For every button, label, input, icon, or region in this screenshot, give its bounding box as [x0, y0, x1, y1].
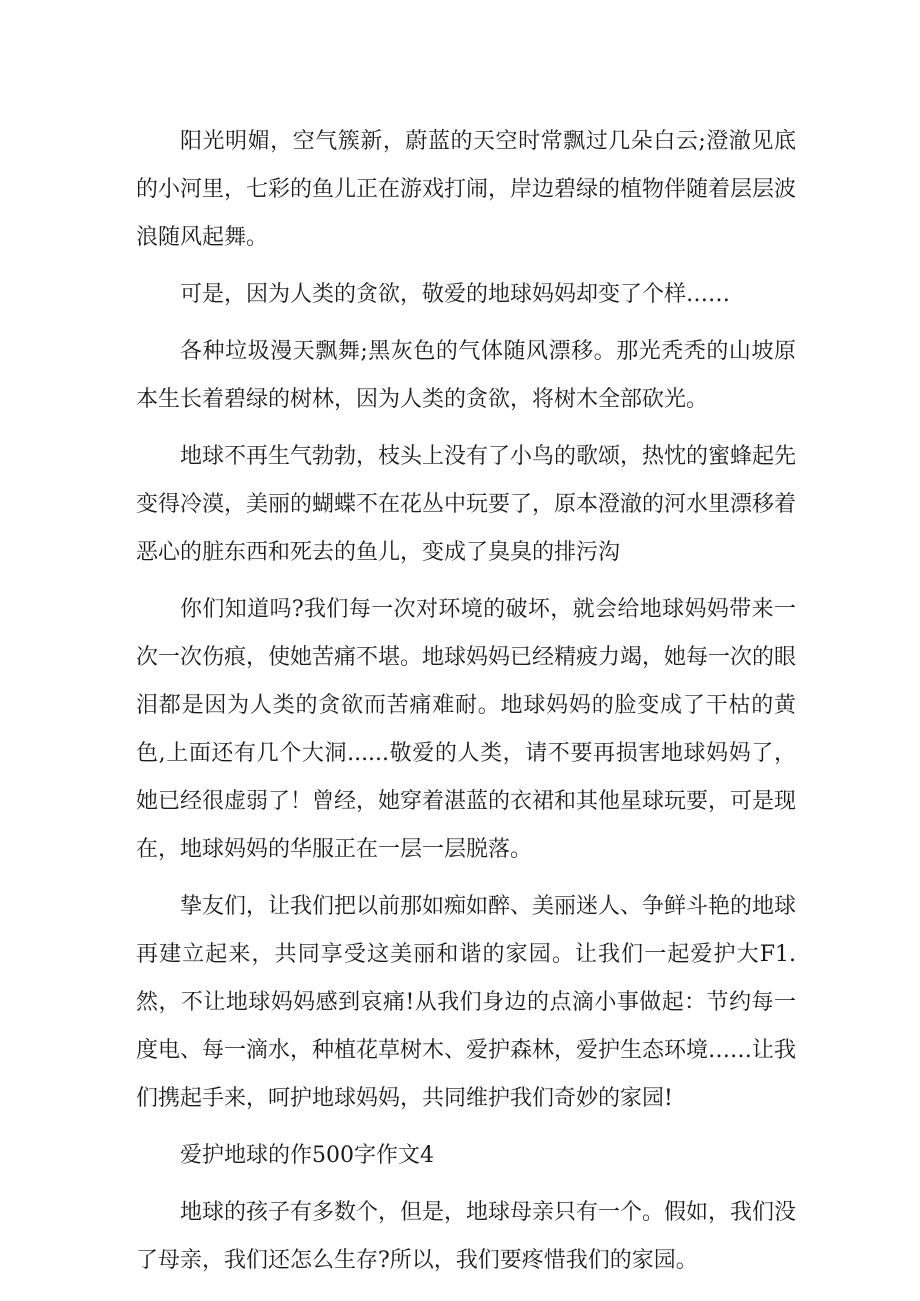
- document-body: [136, 118, 796, 1294]
- paragraph: 各种垃圾漫天飘舞;黑灰色的气体随风漂移。那光秃秃的山坡原本生长着碧绿的树林，因为人类的贪欲，将树木全部砍光。: [136, 339, 796, 412]
- paragraph: 地球不再生气勃勃，枝头上没有了小鸟的歌颂，热忱的蜜蜂起先变得冷漠，美丽的蝴蝶不在花丛中玩要了，原本澄澈的河水里漂移着恶心的脏东西和死去的鱼儿，变成了臭臭的排污沟: [136, 444, 797, 565]
- paragraph: 你们知道吗?我们每一次对环境的破坏，就会给地球妈妈带来一次一次伤痕，使她苦痛不堪。地球妈妈已经精疲力竭，她每一次的眼泪都是因为人类的贪欲而苦痛难耐。地球妈妈的脸变成了干枯的黄色,上面还有几个大洞......敬爱的人类，请不要再损害地球妈妈了，她已经很虚弱了！曾经，她穿着湛蓝的衣裙和其他星球玩要，可是现在，地球妈妈的华服正在一层一层脱落。: [136, 597, 797, 862]
- paragraph: 挚友们，让我们把以前那如痴如醉、美丽迷人、争鲜斗艳的地球再建立起来，共同享受这美丽和谐的家园。让我们一起爱护大F1.然，不让地球妈妈感到哀痛!从我们身边的点滴小事做起：节约每一度电、每一滴水，种植花草树木、爱护森林，爱护生态环境……让我们携起手来，呵护地球妈妈，共同维护我们奇妙的家园!: [136, 894, 797, 1111]
- paragraph: 地球的孩子有多数个，但是，地球母亲只有一个。假如，我们没了母亲，我们还怎么生存?所以，我们要疼惜我们的家园。: [136, 1200, 797, 1273]
- section-heading: 爱护地球的作500字作文4: [180, 1143, 434, 1168]
- paragraph: 阳光明媚，空气簇新，蔚蓝的天空时常飘过几朵白云;澄澈见底的小河里，七彩的鱼儿正在游戏打闹，岸边碧绿的植物伴随着层层波浪随风起舞。: [136, 129, 797, 250]
- paragraph: 可是，因为人类的贪欲，敬爱的地球妈妈却变了个样……: [180, 282, 731, 307]
